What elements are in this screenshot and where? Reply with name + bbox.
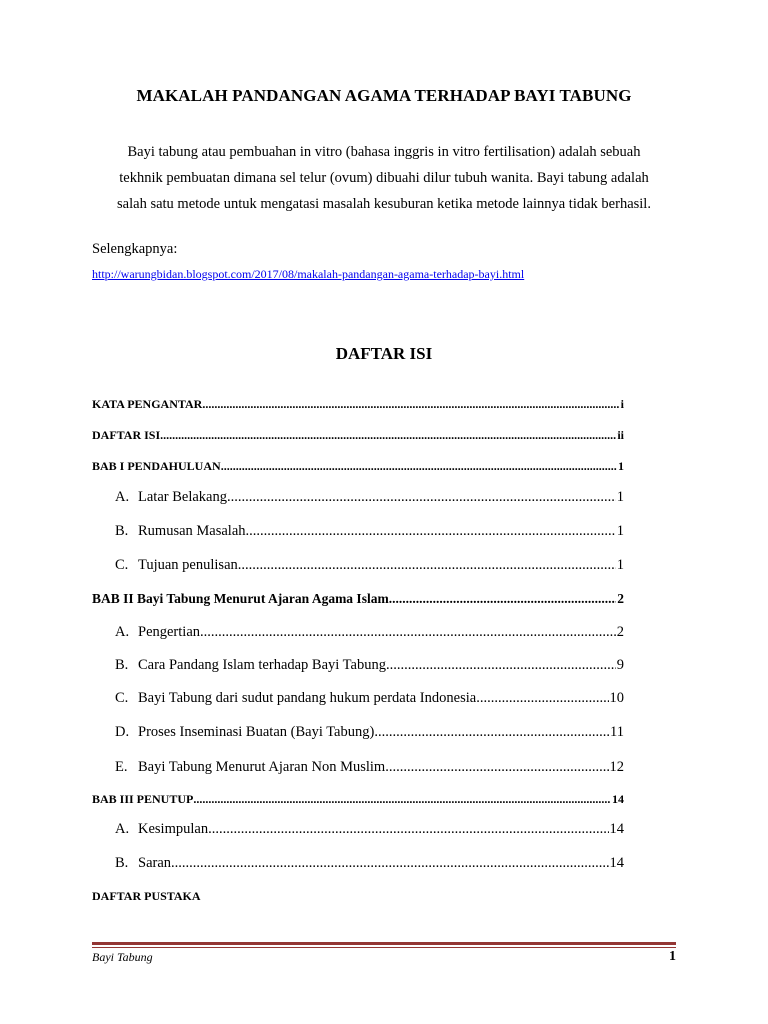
toc-leader xyxy=(386,657,616,674)
toc-entry-letter: A. xyxy=(115,624,130,640)
toc-leader xyxy=(227,489,616,506)
toc-entry[interactable] xyxy=(115,523,624,540)
toc-entry-text: Rumusan Masalah xyxy=(138,523,246,539)
toc-entry-text: KATA PENGANTAR xyxy=(92,397,203,411)
toc-entry[interactable] xyxy=(92,397,624,412)
toc-leader xyxy=(238,557,616,574)
toc-entry-page: 1 xyxy=(616,489,624,505)
toc-leader xyxy=(160,428,616,443)
toc-leader xyxy=(171,855,608,872)
toc-entry[interactable] xyxy=(115,821,624,838)
toc-entry-page: 14 xyxy=(609,855,624,871)
toc-entry-letter: A. xyxy=(115,489,130,505)
toc-leader xyxy=(389,591,617,607)
toc-entry-text: Saran xyxy=(138,855,172,871)
toc-entry[interactable] xyxy=(115,759,624,776)
toc-entry-text: DAFTAR ISI xyxy=(92,428,161,442)
toc-entry-text: BAB I PENDAHULUAN xyxy=(92,459,221,473)
toc-entry-page: 2 xyxy=(617,591,624,606)
page-number: 1 xyxy=(669,949,676,964)
toc-entry-text: DAFTAR PUSTAKA xyxy=(92,889,201,903)
footer-rule-thin xyxy=(92,947,676,948)
toc-entry[interactable] xyxy=(92,459,624,474)
toc-entry-letter: B. xyxy=(115,523,129,539)
toc-entry-letter: D. xyxy=(115,724,130,740)
intro-paragraph xyxy=(92,139,676,217)
toc-entry[interactable] xyxy=(115,557,624,574)
toc-entry-text: Kesimpulan xyxy=(138,821,209,837)
toc-entry-page: 1 xyxy=(616,557,624,573)
toc-entry[interactable] xyxy=(92,591,624,607)
source-link[interactable]: http://warungbidan.blogspot.com/2017/08/makalah-pandangan-agama-terhadap-bayi.html xyxy=(92,267,525,281)
toc-entry-page: 1 xyxy=(616,523,624,539)
toc-entry[interactable] xyxy=(92,792,624,807)
footer-rule-thick xyxy=(92,942,676,945)
toc-entry-page: 1 xyxy=(618,459,624,473)
toc-entry-page: ii xyxy=(617,428,624,442)
toc-entry-page: 14 xyxy=(612,792,624,806)
toc-leader xyxy=(193,792,611,807)
toc-title: DAFTAR ISI xyxy=(335,344,433,363)
toc-entry-page: 2 xyxy=(616,624,624,640)
toc-entry-text: Bayi Tabung Menurut Ajaran Non Muslim xyxy=(138,759,386,775)
toc-entry[interactable] xyxy=(115,724,624,741)
toc-entry-page: 10 xyxy=(609,690,624,706)
toc-entry-letter: C. xyxy=(115,690,129,706)
toc-entry-letter: B. xyxy=(115,657,129,673)
toc-leader xyxy=(221,459,617,474)
toc-entry-page: 14 xyxy=(609,821,624,837)
toc-entry[interactable] xyxy=(92,889,624,904)
toc-leader xyxy=(200,624,616,641)
toc-entry-text: BAB II Bayi Tabung Menurut Ajaran Agama Islam xyxy=(92,591,389,606)
toc-entry-letter: C. xyxy=(115,557,129,573)
toc-entry-letter: B. xyxy=(115,855,129,871)
toc-entry-text: Proses Inseminasi Buatan (Bayi Tabung) xyxy=(138,724,375,740)
intro-line: Bayi tabung atau pembuahan in vitro (bahasa inggris in vitro fertilisation) adalah sebuah xyxy=(127,144,641,160)
toc-leader xyxy=(246,523,616,540)
toc-leader xyxy=(374,724,609,741)
document-title: MAKALAH PANDANGAN AGAMA TERHADAP BAYI TABUNG xyxy=(136,86,632,105)
toc-entry[interactable] xyxy=(115,690,624,707)
toc-entry[interactable] xyxy=(115,855,624,872)
toc-entry-page: 11 xyxy=(610,724,624,740)
toc-entry-letter: E. xyxy=(115,759,128,775)
toc-entry-page: 9 xyxy=(616,657,624,673)
toc-entry[interactable] xyxy=(115,624,624,641)
toc-entry-page: i xyxy=(620,397,624,411)
toc-leader xyxy=(202,397,619,412)
toc-entry-text: Latar Belakang xyxy=(138,489,227,505)
toc-entry-text: Tujuan penulisan xyxy=(138,557,238,573)
toc-leader xyxy=(208,821,608,838)
toc-entry[interactable] xyxy=(115,657,624,674)
toc-entry-page: 12 xyxy=(609,759,624,775)
toc-entry-text: Bayi Tabung dari sudut pandang hukum perdata Indonesia xyxy=(138,690,477,706)
toc-leader xyxy=(476,690,608,707)
more-label: Selengkapnya: xyxy=(92,241,178,257)
toc-entry[interactable] xyxy=(115,489,624,506)
toc-leader xyxy=(385,759,608,776)
intro-line: salah satu metode untuk mengatasi masalah kesuburan ketika metode lainnya tidak berhasil. xyxy=(117,196,651,212)
footer-title: Bayi Tabung xyxy=(92,950,153,964)
toc-entry-letter: A. xyxy=(115,821,130,837)
toc-entry-text: BAB III PENUTUP xyxy=(92,792,194,806)
toc-entry-text: Pengertian xyxy=(138,624,201,640)
toc-entry-text: Cara Pandang Islam terhadap Bayi Tabung xyxy=(138,657,386,673)
toc-entry[interactable] xyxy=(92,428,624,443)
intro-line: tekhnik pembuatan dimana sel telur (ovum) dibuahi dilur tubuh wanita. Bayi tabung adalah xyxy=(119,170,649,186)
